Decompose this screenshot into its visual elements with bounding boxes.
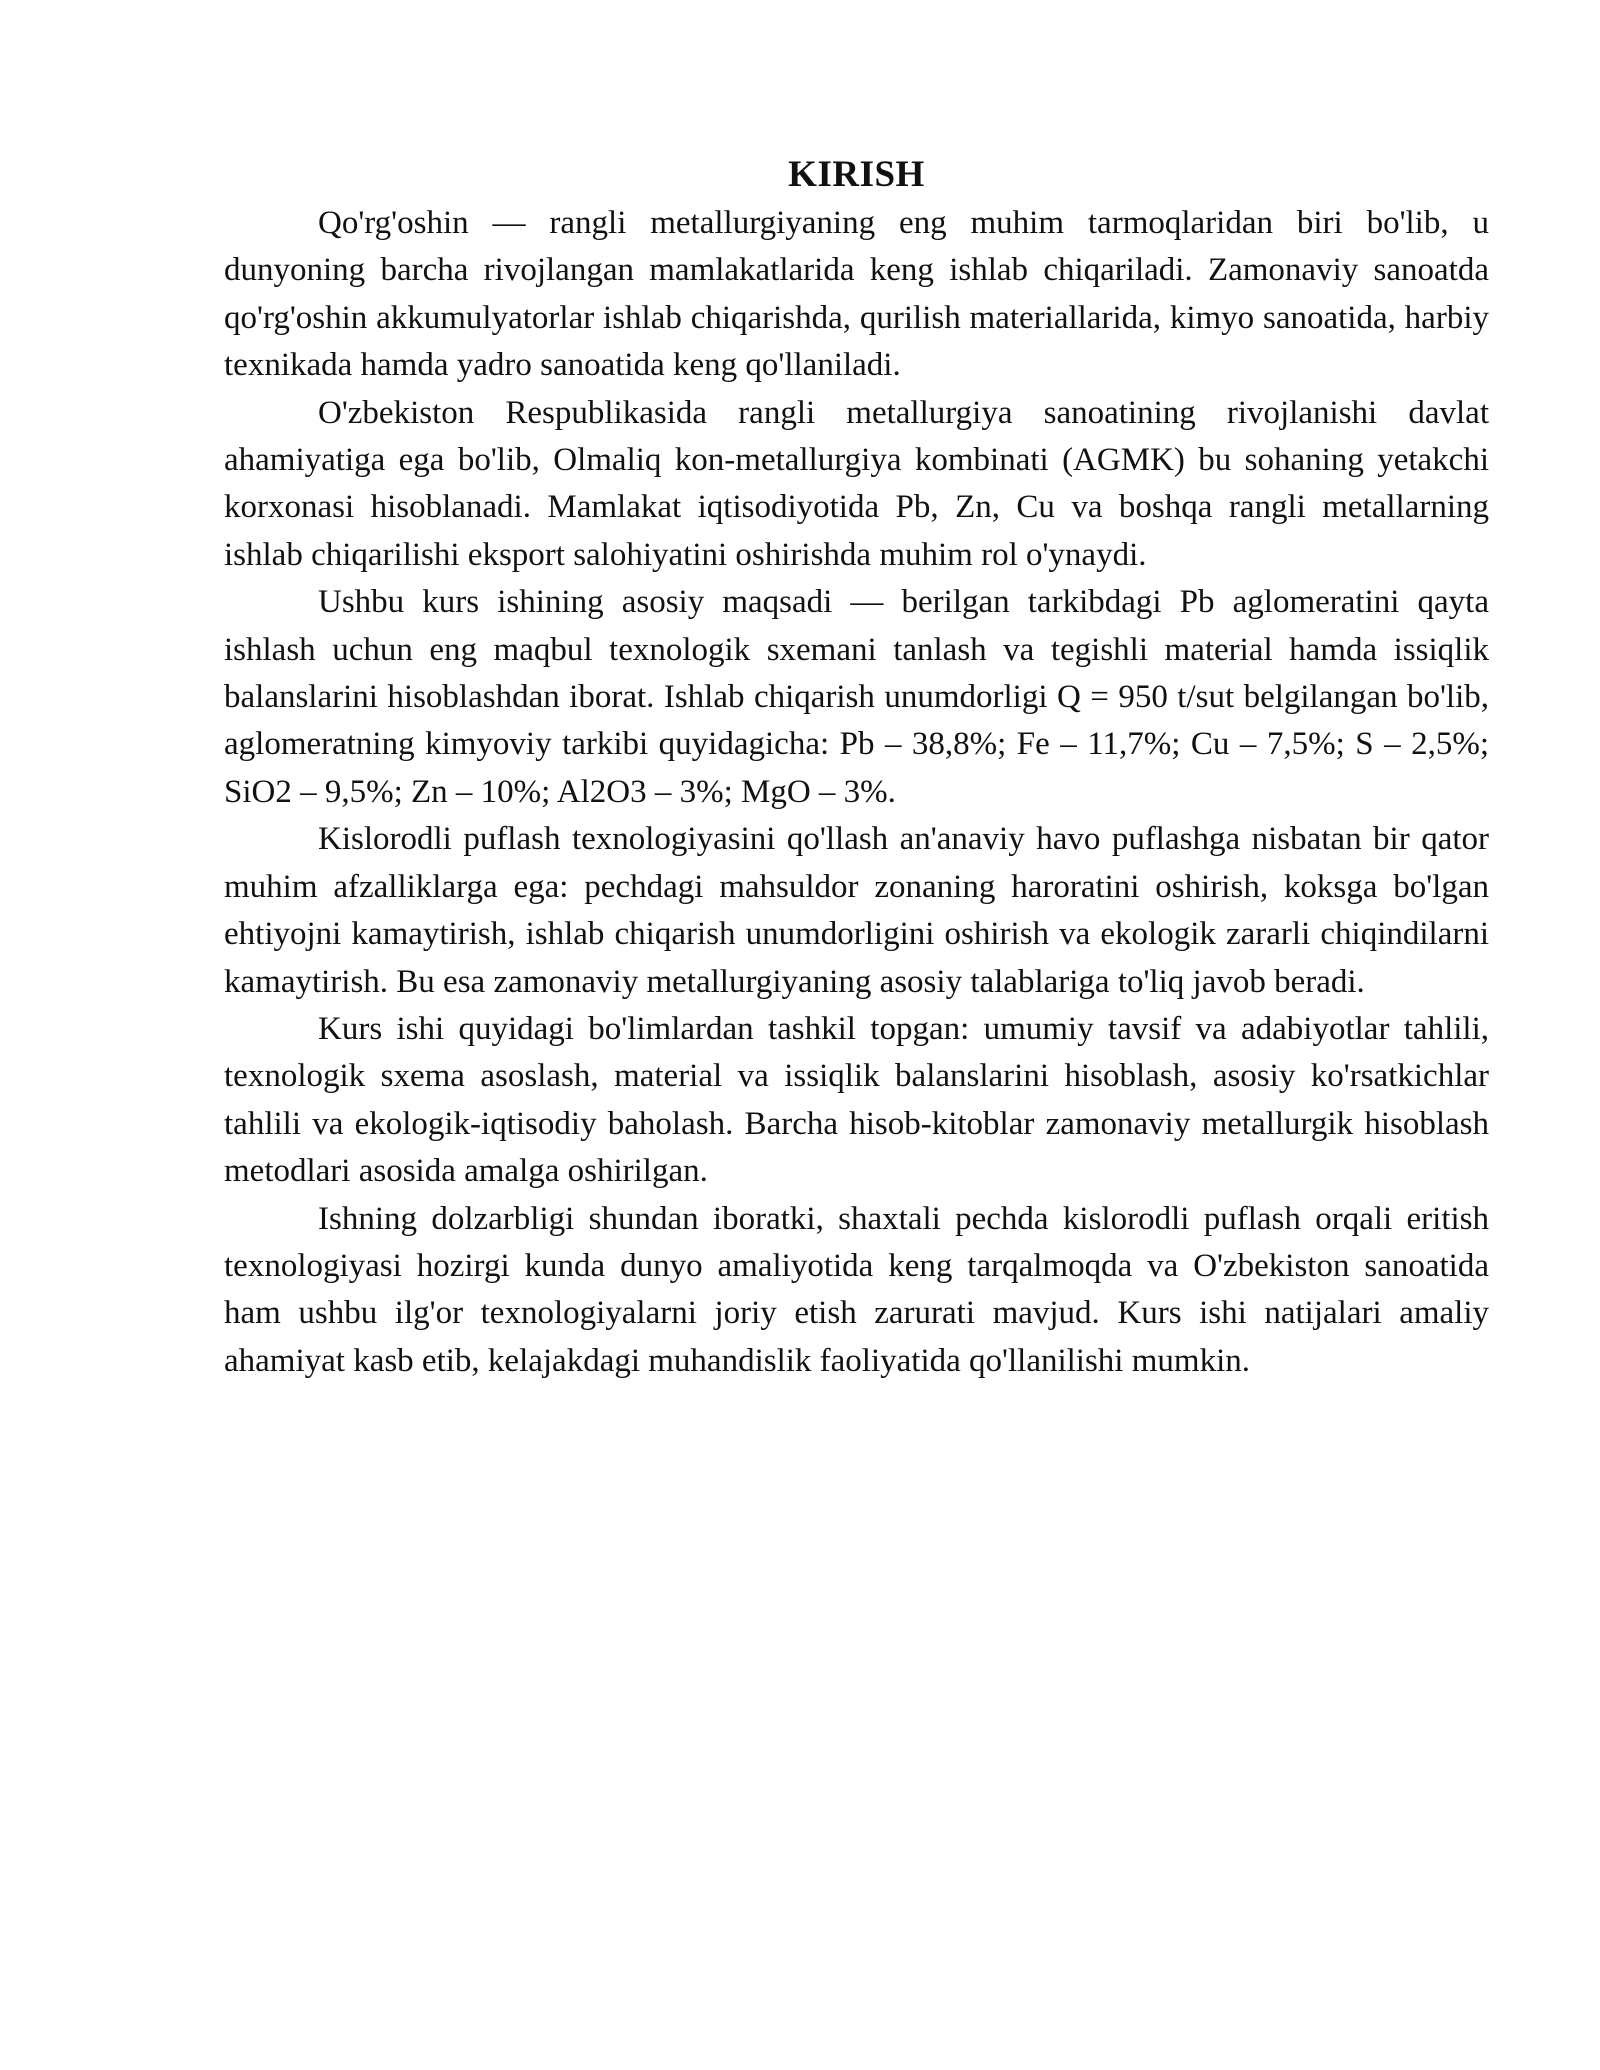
section-title: KIRISH [788,154,925,195]
document-page [224,150,1489,1385]
paragraph-1: Qo'rg'oshin — rangli metallurgiyaning eng muhim tarmoqlaridan biri bo'lib, u dunyoning barcha rivojlangan mamlakatlarida keng ishlab chiqariladi. Zamonaviy sanoatda qo'rg'oshin akkumulyatorlar ishlab chiqarishda, qurilish materiallarida, kimyo sanoatida, harbiy texnikada hamda yadro sanoatida keng qo'llaniladi. [224,205,1489,384]
paragraph-4: Kislorodli puflash texnologiyasini qo'llash an'anaviy havo puflashga nisbatan bir qator muhim afzalliklarga ega: pechdagi mahsuldor zonaning haroratini oshirish, koksga bo'lgan ehtiyojni kamaytirish, ishlab chiqarish unumdorligini oshirish va ekologik zararli chiqindilarni kamaytirish. Bu esa zamonaviy metallurgiyaning asosiy talablariga to'liq javob beradi. [224,821,1489,1000]
paragraph-5: Kurs ishi quyidagi bo'limlardan tashkil topgan: umumiy tavsif va adabiyotlar tahlili, texnologik sxema asoslash, material va issiqlik balanslarini hisoblash, asosiy ko'rsatkichlar tahlili va ekologik-iqtisodiy baholash. Barcha hisob-kitoblar zamonaviy metallurgik hisoblash metodlari asosida amalga oshirilgan. [224,1010,1489,1190]
paragraph-6: Ishning dolzarbligi shundan iboratki, shaxtali pechda kislorodli puflash orqali eritish texnologiyasi hozirgi kunda dunyo amaliyotida keng tarqalmoqda va O'zbekiston sanoatida ham ushbu ilg'or texnologiyalarni joriy etish zarurati mavjud. Kurs ishi natijalari amaliy ahamiyat kasb etib, kelajakdagi muhandislik faoliyatida qo'llanilishi mumkin. [224,1200,1489,1379]
paragraph-2: O'zbekiston Respublikasida rangli metallurgiya sanoatining rivojlanishi davlat ahamiyatiga ega bo'lib, Olmaliq kon-metallurgiya kombinati (AGMK) bu sohaning yetakchi korxonasi hisoblanadi. Mamlakat iqtisodiyotida Pb, Zn, Cu va boshqa rangli metallarning ishlab chiqarilishi eksport salohiyatini oshirishda muhim rol o'ynaydi. [224,394,1489,573]
paragraph-3: Ushbu kurs ishining asosiy maqsadi — berilgan tarkibdagi Pb aglomeratini qayta ishlash uchun eng maqbul texnologik sxemani tanlash va tegishli material hamda issiqlik balanslarini hisoblashdan iborat. Ishlab chiqarish unumdorligi Q = 950 t/sut belgilangan bo'lib, aglomeratning kimyoviy tarkibi quyidagicha: Pb – 38,8%; Fe – 11,7%; Cu – 7,5%; S – 2,5%; SiO2 – 9,5%; Zn – 10%; Al2O3 – 3%; MgO – 3%. [224,584,1489,810]
